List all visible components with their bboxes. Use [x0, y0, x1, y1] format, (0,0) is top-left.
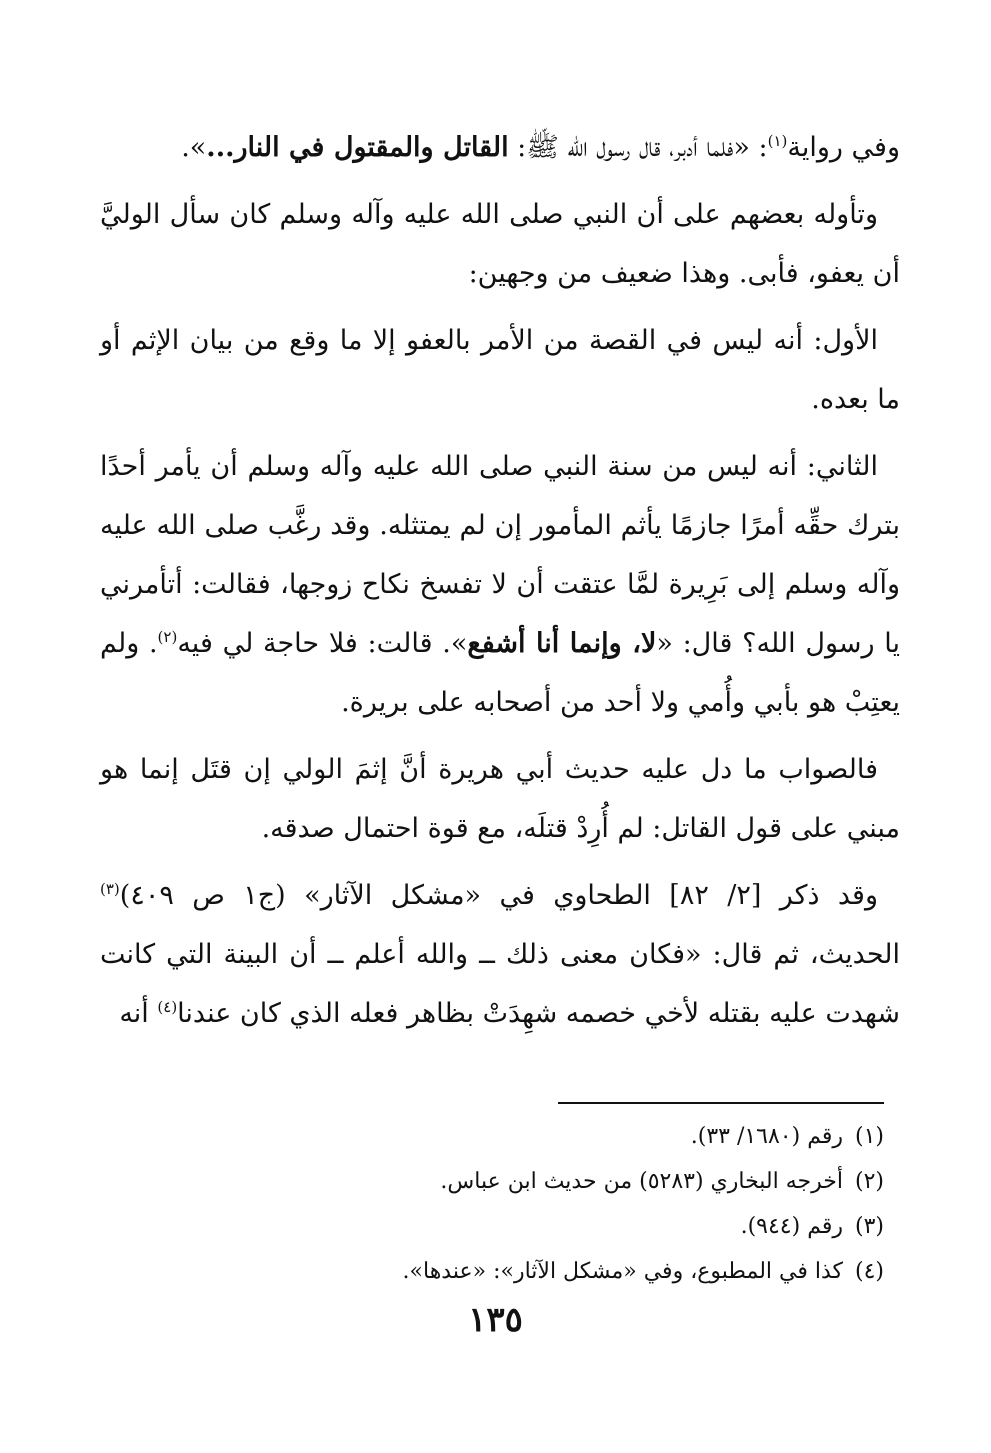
- footnote-number: (٤): [854, 1259, 884, 1284]
- text-run: وقد ذكر [٢/ ٨٢] الطحاوي في «مشكل الآثار» (ج١ ص ٤٠٩): [119, 880, 878, 911]
- text-run: أنه: [119, 998, 158, 1029]
- footnote-number: (٢): [854, 1169, 884, 1194]
- footnote-2: [104, 1159, 884, 1204]
- footnote-divider: [558, 1102, 884, 1104]
- paragraph-2: وتأوله بعضهم على أن النبي صلى الله عليه وآله وسلم كان سأل الوليَّ أن يعفو، فأبى. وهذا ضعيف من وجهين:: [100, 199, 900, 289]
- footnote-1: [104, 1114, 884, 1159]
- page-number: ١٣٥: [468, 1300, 523, 1340]
- text-run: الثاني: أنه ليس من سنة النبي صلى الله عليه وآله وسلم أن يأمر أحدًا بترك حقِّه أمرًا جازمًا يأثم المأمور إن لم يمتثله. وقد رغَّب صلى الله عليه وآله وسلم إلى بَرِيرة لمَّا عتقت أن لا تفسخ نكاح زوجها، فقالت: أتأمرني يا رسول الله؟ قال: «: [100, 451, 901, 659]
- text-run: . ولم يعتِبْ هو بأبي وأُمي ولا أحد من أصحابه على بريرة.: [100, 628, 900, 718]
- footnote-number: (٣): [854, 1214, 884, 1239]
- text-run: ».: [181, 132, 207, 163]
- text-run: الحديث، ثم قال: «فكان معنى ذلك ــ والله أعلم ــ أن البينة التي كانت شهدت عليه بقتله لأخي خصمه شهِدَتْ بظاهر فعله الذي كان عندنا: [100, 939, 900, 1029]
- footnote-text: رقم (٩٤٤).: [740, 1214, 843, 1239]
- hadith-quote: لا، وإنما أنا أشفع: [467, 628, 657, 659]
- footnote-text: رقم (١٦٨٠/ ٣٣).: [690, 1124, 843, 1149]
- text-run: ». قالت: فلا حاجة لي فيه: [177, 628, 468, 659]
- paragraph-3: الأول: أنه ليس في القصة من الأمر بالعفو إلا ما وقع من بيان الإثم أو ما بعده.: [100, 325, 900, 415]
- footnote-3: [104, 1204, 884, 1249]
- footnote-ref[interactable]: (٢): [157, 628, 178, 646]
- footnote-4: [104, 1249, 884, 1294]
- hadith-quote: القاتل والمقتول في النار...: [206, 132, 509, 163]
- paragraph-1: [100, 118, 900, 177]
- text-run: : «فلما أدبر، قال رسول الله ﷺ:: [508, 132, 768, 163]
- paragraph-5: فالصواب ما دل عليه حديث أبي هريرة أنَّ إثمَ الولي إن قتَل إنما هو مبني على قول القاتل: لم أُرِدْ قتلَه، مع قوة احتمال صدقه.: [100, 754, 900, 844]
- footnote-ref[interactable]: (١): [767, 132, 788, 150]
- text-run: وفي رواية: [787, 132, 900, 163]
- footnote-text: كذا في المطبوع، وفي «مشكل الآثار»: «عندها».: [402, 1259, 843, 1284]
- footnote-ref[interactable]: (٤): [157, 998, 178, 1016]
- paragraph-4: [100, 437, 900, 732]
- main-text: [100, 118, 900, 1051]
- footnotes: [104, 1114, 884, 1294]
- paragraph-6: [100, 866, 900, 1043]
- footnote-number: (١): [854, 1124, 884, 1149]
- footnote-ref[interactable]: (٣): [100, 880, 120, 898]
- footnote-text: أخرجه البخاري (٥٢٨٣) من حديث ابن عباس.: [440, 1169, 843, 1194]
